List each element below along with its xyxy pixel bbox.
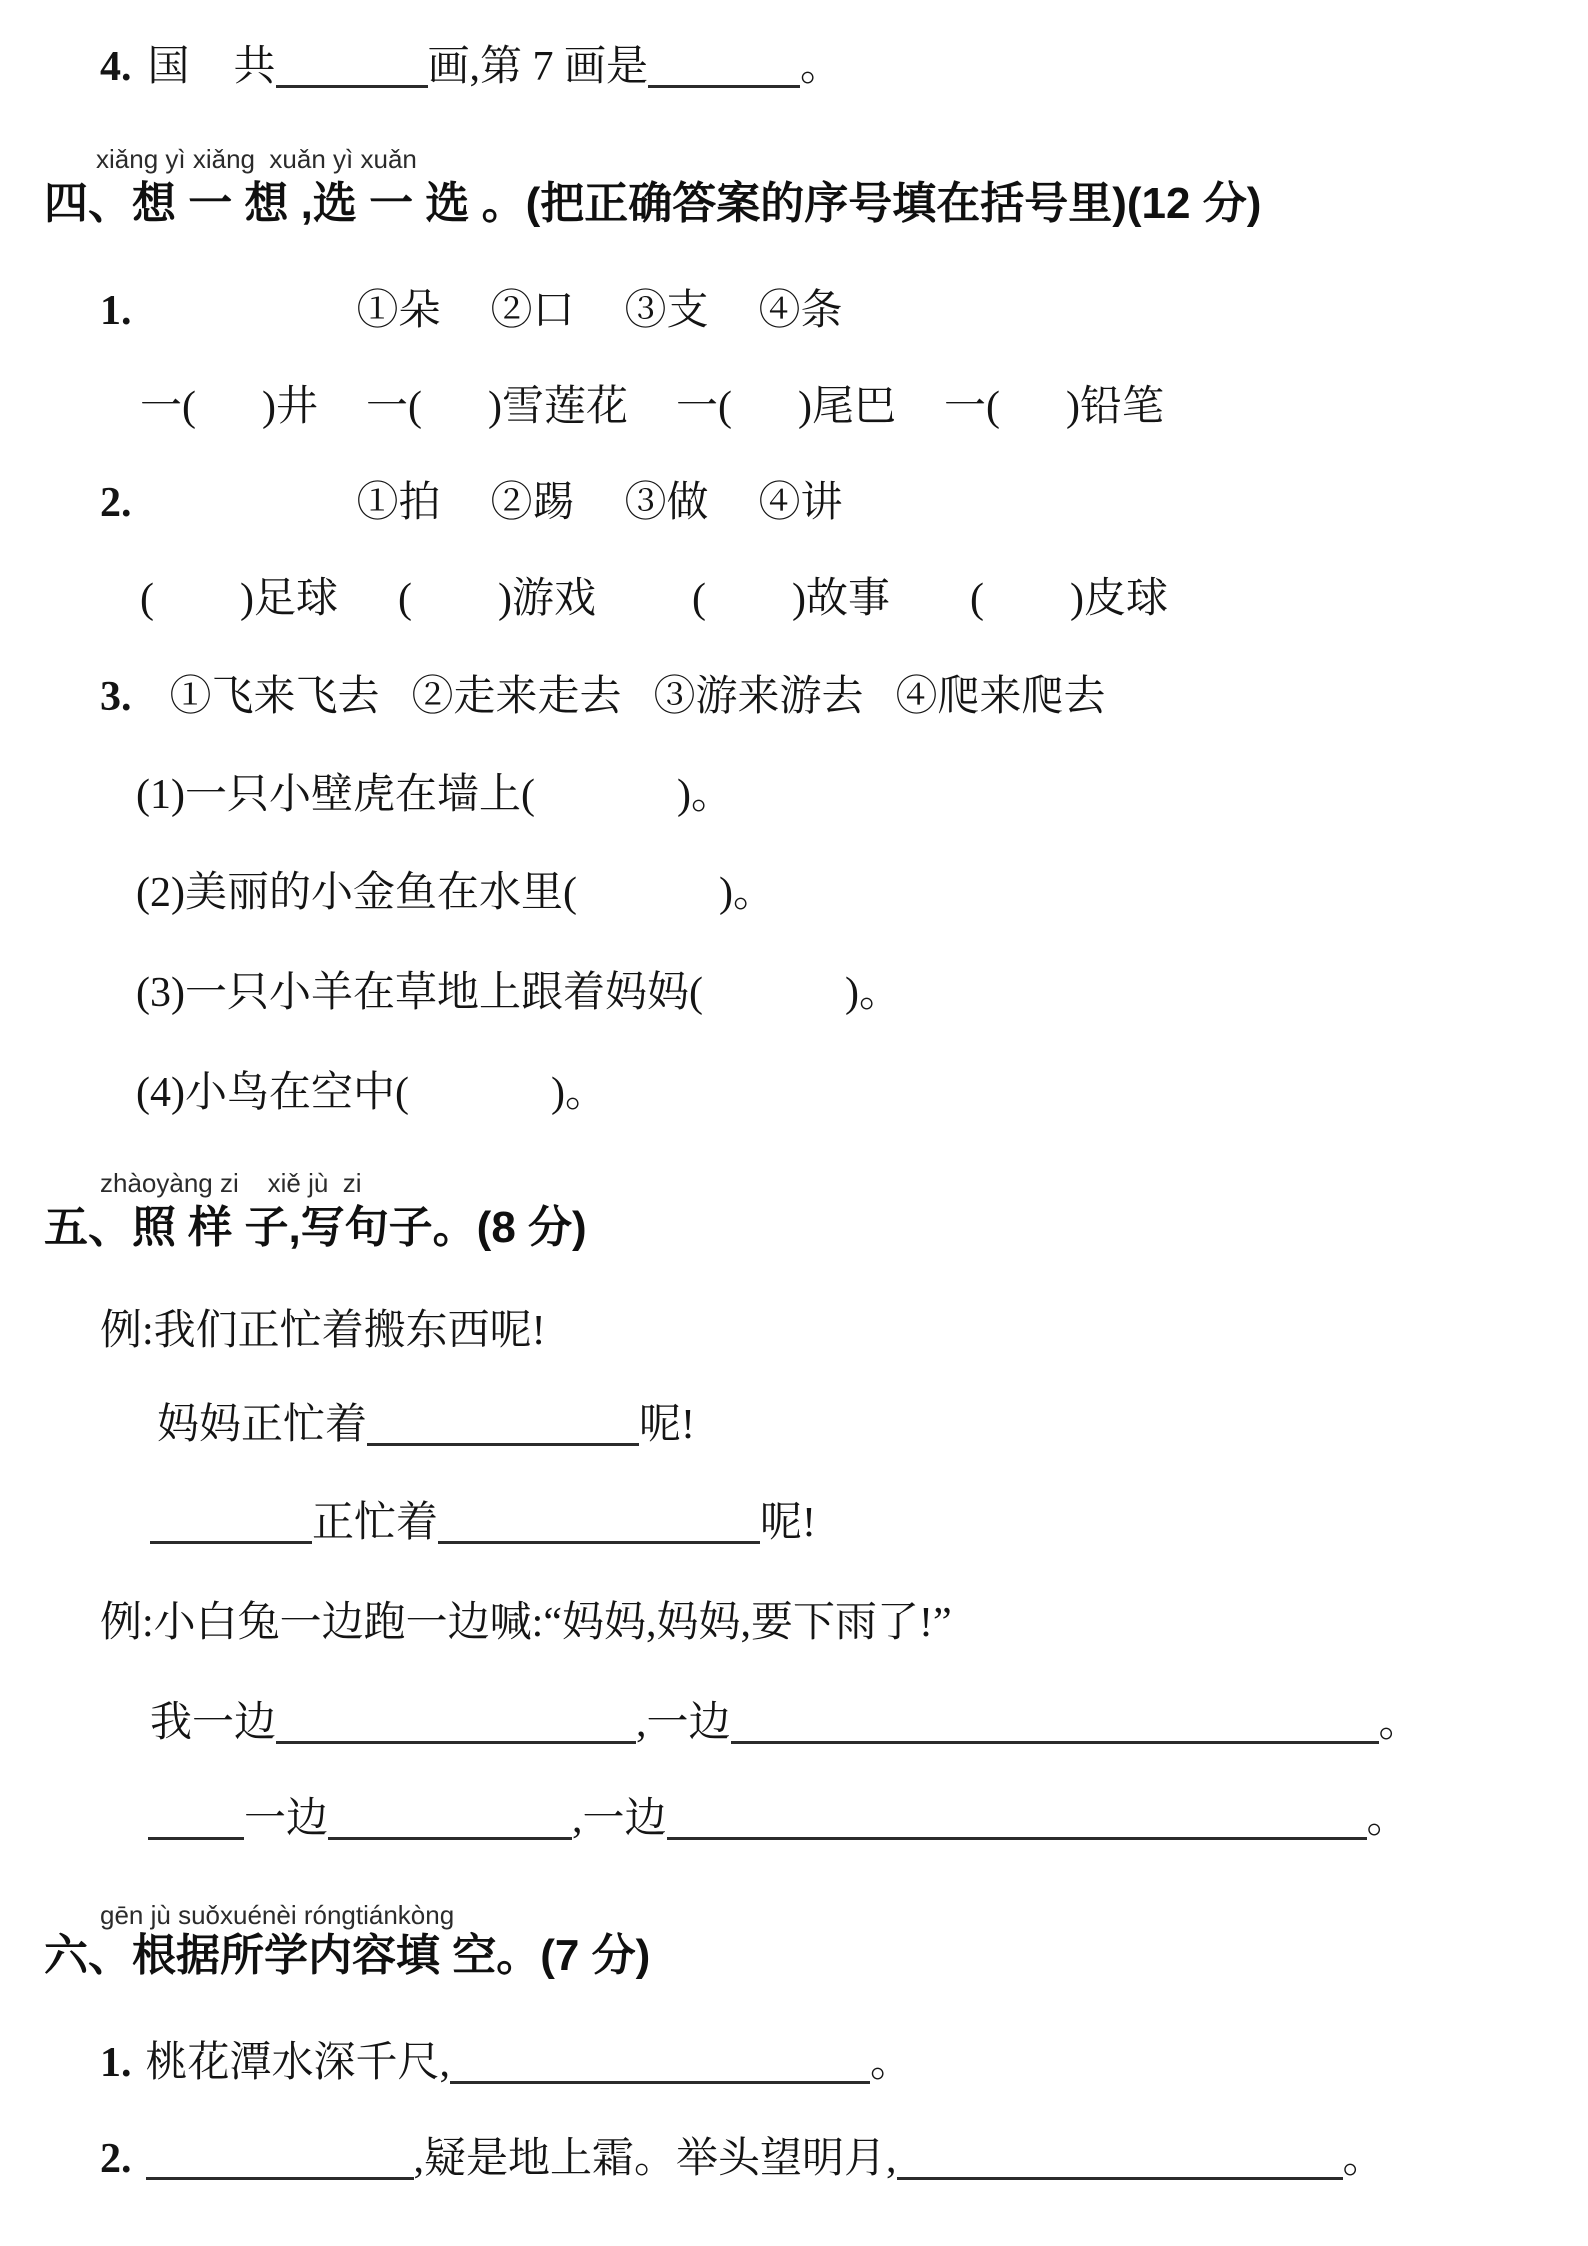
sub-question-end: )。 — [844, 970, 901, 1016]
question-number: 2. — [100, 2136, 132, 2182]
group-pre: 一( — [944, 384, 1000, 430]
group-pre: ( — [140, 576, 154, 622]
question-number: 2. — [100, 480, 132, 526]
group-pre: ( — [970, 576, 984, 622]
option-3: ③做 — [624, 480, 709, 526]
section-6-title: 六、根据所学内容填 空。(7 分) — [44, 1931, 651, 1980]
group-pre: ( — [398, 576, 412, 622]
sub-question-text: (1)一只小壁虎在墙上( — [136, 772, 535, 818]
fill-line-2 — [44, 1498, 1578, 1548]
fill-line-4 — [44, 1794, 1578, 1844]
section-4-pinyin: xiǎng yì xiǎng xuǎn yì xuǎn — [96, 144, 417, 174]
sub-question-text: (2)美丽的小金鱼在水里( — [136, 870, 577, 916]
option-2: ②口 — [490, 288, 575, 334]
sub-question-end: )。 — [718, 870, 775, 916]
group-post: )游戏 — [498, 576, 596, 622]
answer-blank — [146, 2138, 414, 2180]
group-post: )足球 — [240, 576, 338, 622]
question-text: 桃花潭水深千尺, — [145, 2040, 451, 2086]
question-end: 。 — [1342, 2136, 1385, 2182]
question-text: 。 — [800, 44, 843, 90]
question-1-blanks-row — [44, 382, 1578, 432]
answer-blank — [148, 1798, 244, 1840]
group-post: )井 — [262, 384, 318, 430]
option-1: ①朵 — [356, 288, 441, 334]
answer-blank — [438, 1502, 760, 1544]
question-text: 国 — [147, 44, 190, 90]
answer-blank — [367, 1404, 639, 1446]
section-6-pinyin: gēn jù suǒxuénèi róngtiánkòng — [100, 1900, 455, 1930]
fill-line-3 — [44, 1698, 1578, 1748]
group-post: )尾巴 — [798, 384, 896, 430]
line-text: 我一边 — [150, 1700, 277, 1746]
line-end: 。 — [1366, 1796, 1409, 1842]
question-3-sub-4 — [44, 1068, 1578, 1118]
question-3-sub-3 — [44, 968, 1578, 1018]
answer-blank — [648, 46, 800, 88]
question-2-blanks-row — [44, 574, 1578, 624]
group-pre: 一( — [676, 384, 732, 430]
sub-question-text: (4)小鸟在空中( — [136, 1070, 409, 1116]
option-1: ①拍 — [356, 480, 441, 526]
question-3-options-row — [44, 672, 1578, 722]
question-number: 3. — [100, 674, 132, 720]
question-3-sub-1 — [44, 770, 1578, 820]
sub-question-end: )。 — [550, 1070, 607, 1116]
option-4: ④爬来爬去 — [895, 674, 1106, 720]
sub-question-text: (3)一只小羊在草地上跟着妈妈( — [136, 970, 703, 1016]
example-sentence-2: 例:小白兔一边跑一边喊:“妈妈,妈妈,要下雨了!” — [100, 1600, 952, 1646]
paren-blank-group — [692, 576, 890, 622]
group-post: )铅笔 — [1066, 384, 1164, 430]
answer-blank — [276, 1702, 636, 1744]
question-text: 画,第 7 画是 — [427, 44, 649, 90]
option-4: ④条 — [758, 288, 843, 334]
question-number: 1. — [100, 288, 132, 334]
paren-blank-group — [944, 384, 1164, 430]
question-number: 1. — [100, 2040, 132, 2086]
fill-line-1 — [44, 1400, 1578, 1450]
group-pre: ( — [692, 576, 706, 622]
question-text: ,疑是地上霜。举头望明月, — [413, 2136, 897, 2182]
answer-blank — [328, 1798, 572, 1840]
question-2-options-row — [44, 478, 1578, 528]
paren-blank-group — [366, 384, 628, 430]
question-text: 共 — [233, 44, 276, 90]
group-post: )雪莲花 — [488, 384, 628, 430]
line-end: 呢! — [639, 1402, 696, 1448]
option-4: ④讲 — [758, 480, 843, 526]
option-2: ②踢 — [490, 480, 575, 526]
paren-blank-group — [970, 576, 1168, 622]
group-pre: 一( — [366, 384, 422, 430]
sub-question-end: )。 — [676, 772, 733, 818]
option-3: ③支 — [624, 288, 709, 334]
question-end: 。 — [870, 2040, 913, 2086]
line-text: ,一边 — [572, 1796, 667, 1842]
group-post: )故事 — [792, 576, 890, 622]
option-1: ①飞来飞去 — [169, 674, 380, 720]
line-end: 。 — [1378, 1700, 1421, 1746]
line-text: 妈妈正忙着 — [157, 1402, 368, 1448]
question-3-sub-2 — [44, 868, 1578, 918]
line-text: 正忙着 — [312, 1500, 439, 1546]
question-1-options-row — [44, 286, 1578, 336]
group-post: )皮球 — [1070, 576, 1168, 622]
answer-blank — [667, 1798, 1367, 1840]
line-text: 一边 — [244, 1796, 329, 1842]
section-6-question-2 — [44, 2134, 1578, 2184]
paren-blank-group — [398, 576, 596, 622]
example-sentence-1: 例:我们正忙着搬东西呢! — [100, 1308, 546, 1354]
option-2: ②走来走去 — [411, 674, 622, 720]
question-number: 4. — [100, 44, 132, 90]
line-text: ,一边 — [636, 1700, 731, 1746]
section-6-question-1 — [44, 2038, 1578, 2088]
section-5-title: 五、照 样 子,写句子。(8 分) — [44, 1203, 587, 1252]
answer-blank — [276, 46, 428, 88]
option-3: ③游来游去 — [653, 674, 864, 720]
paren-blank-group — [140, 384, 318, 430]
question-4-row — [44, 42, 1578, 92]
section-5-pinyin: zhàoyàng zi xiě jù zi — [100, 1168, 362, 1198]
group-pre: 一( — [140, 384, 196, 430]
section-4-title: 四、想 一 想 ,选 一 选 。(把正确答案的序号填在括号里)(12 分) — [44, 179, 1262, 228]
answer-blank — [450, 2042, 870, 2084]
line-end: 呢! — [760, 1500, 817, 1546]
answer-blank — [150, 1502, 312, 1544]
answer-blank — [731, 1702, 1379, 1744]
paren-blank-group — [676, 384, 896, 430]
answer-blank — [897, 2138, 1343, 2180]
paren-blank-group — [140, 576, 338, 622]
